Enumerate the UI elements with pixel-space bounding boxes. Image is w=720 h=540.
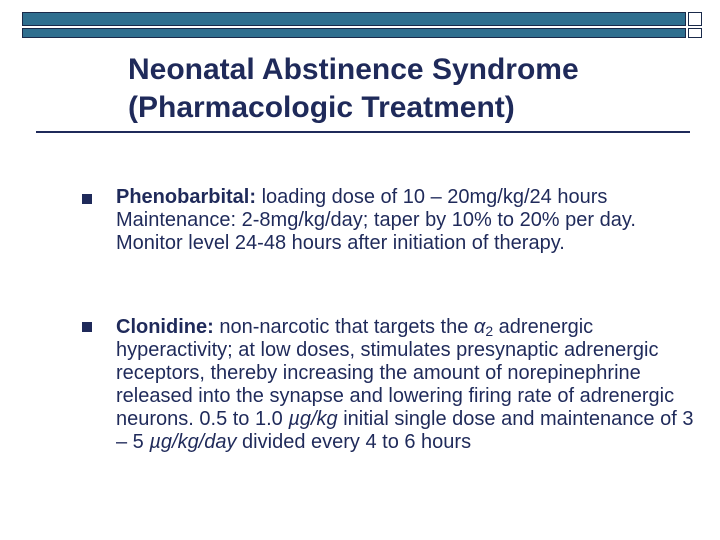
item-term: Clonidine:: [116, 316, 214, 338]
bullet-square-icon: [82, 322, 92, 332]
bullet-item-phenobarbital: [116, 186, 696, 255]
alpha-symbol: α: [473, 316, 486, 338]
corner-box-bottom: [688, 28, 702, 38]
header-band-top: [22, 12, 686, 26]
item-text: non-narcotic that targets the: [213, 316, 474, 338]
item-text: adrenergic hyperactivity; at low doses, stimulates presynaptic adrenergic receptors, thereby increasing the amount of norepinephrine released into the synapse and lowering firing rate of adrenergic neurons. 0.5 to 1.0: [116, 316, 675, 430]
header-band-bottom: [22, 28, 686, 38]
item-text: divided every 4 to 6 hours: [236, 431, 472, 453]
item-text: initial single dose and maintenance of 3 – 5: [116, 408, 694, 453]
slide-title: [128, 51, 688, 127]
title-line-2: (Pharmacologic Treatment): [128, 91, 515, 124]
dose-unit: µg/kg/day: [149, 431, 237, 453]
alpha-subscript: 2: [485, 323, 494, 339]
bullet-item-clonidine: [116, 316, 696, 454]
title-underline: [36, 131, 690, 133]
corner-box-top: [688, 12, 702, 26]
item-term: Phenobarbital:: [116, 186, 257, 208]
bullet-square-icon: [82, 194, 92, 204]
item-text: loading dose of 10 – 20mg/kg/24 hours Maintenance: 2-8mg/kg/day; taper by 10% to 20% per day. Monitor level 24-48 hours after initiation of therapy.: [116, 186, 636, 254]
header-band: [22, 12, 686, 38]
dose-unit: µg/kg: [288, 408, 338, 430]
title-line-1: Neonatal Abstinence Syndrome: [128, 53, 579, 86]
